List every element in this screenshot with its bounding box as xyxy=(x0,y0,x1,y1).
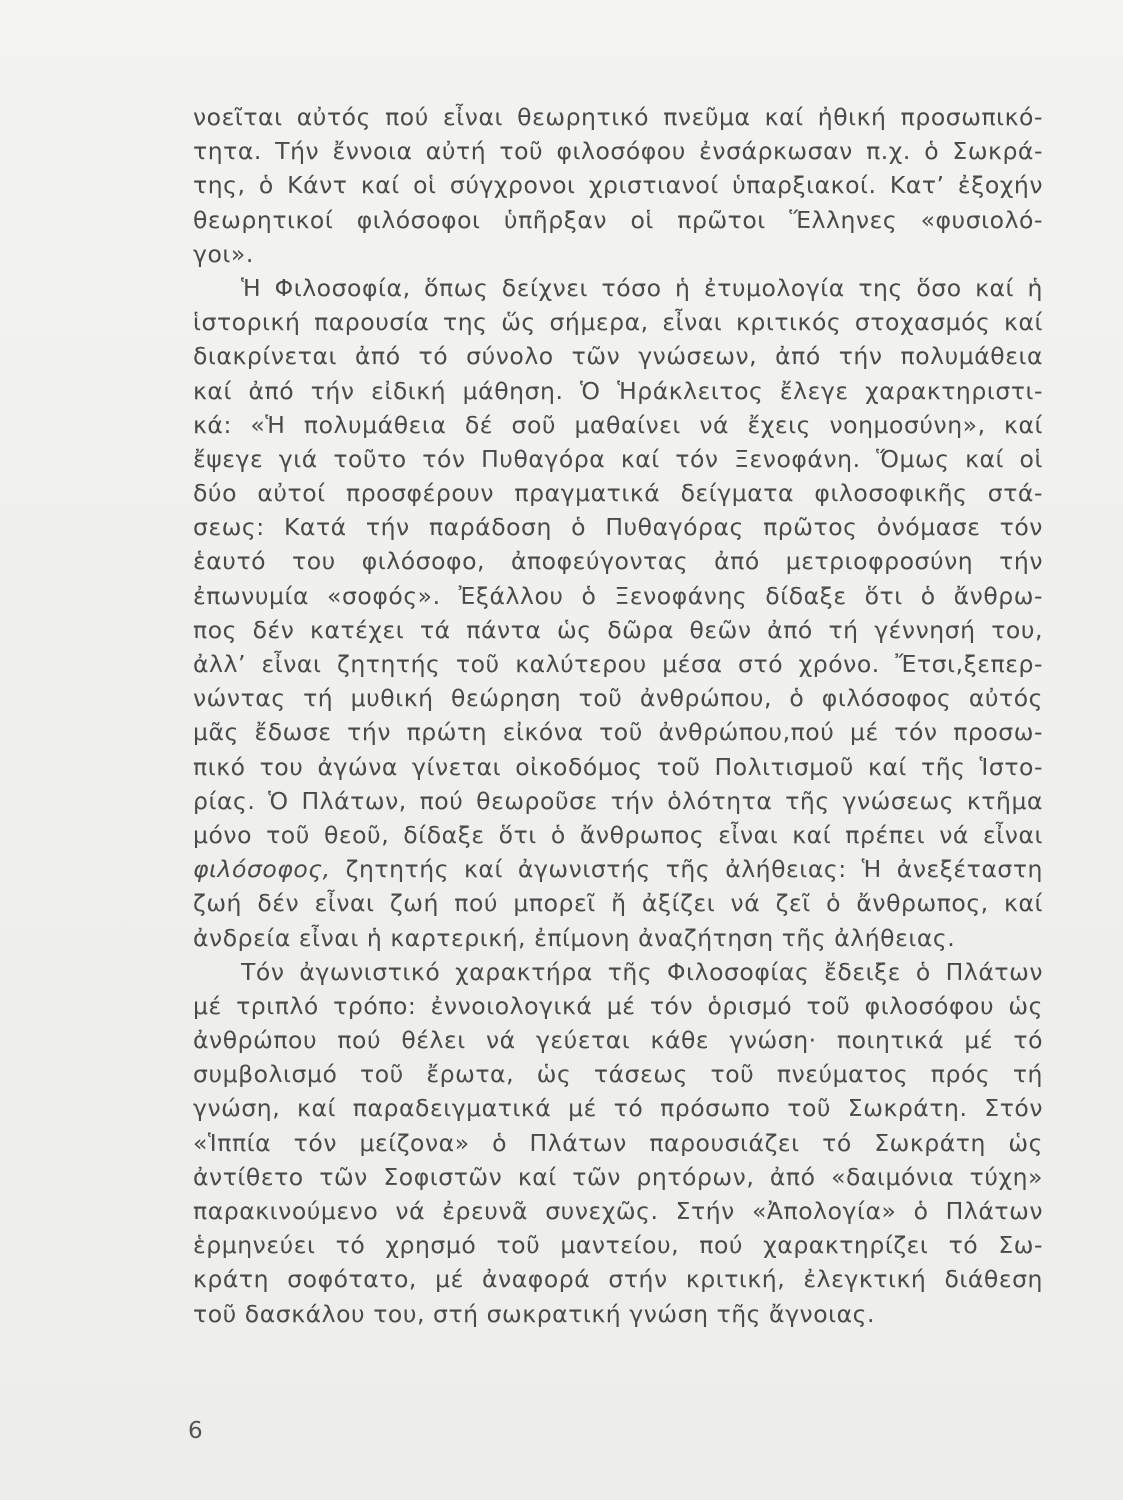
text-line: μόνο τοῦ θεοῦ, δίδαξε ὅτι ὁ ἄνθρωπος εἶναι καί πρέπει νά εἶναι xyxy=(193,820,1043,849)
text-line: τητα. Τήν ἔννοια αὐτή τοῦ φιλοσόφου ἐνσάρκωσαν π.χ. ὁ Σωκρά- xyxy=(193,137,1043,166)
text-line: Τόν ἀγωνιστικό χαρακτήρα τῆς Φιλοσοφίας ἔδειξε ὁ Πλάτων xyxy=(241,957,1043,986)
text-line: ἀνδρεία εἶναι ἡ καρτερική, ἐπίμονη ἀναζήτηση τῆς ἀλήθειας. xyxy=(193,923,956,952)
text-line: ἀνθρώπου πού θέλει νά γεύεται κάθε γνώση· ποιητικά μέ τό xyxy=(193,1026,1043,1055)
text-line: ἑαυτό του φιλόσοφο, ἀποφεύγοντας ἀπό μετριοφροσύνη τήν xyxy=(193,547,1043,576)
text-line: δύο αὐτοί προσφέρουν πραγματικά δείγματα φιλοσοφικῆς στά- xyxy=(193,479,1043,508)
text-line: μέ τριπλό τρόπο: ἐννοιολογικά μέ τόν ὁρισμό τοῦ φιλοσόφου ὡς xyxy=(193,991,1043,1020)
text-line: ἀντίθετο τῶν Σοφιστῶν καί τῶν ρητόρων, ἀπό «δαιμόνια τύχη» xyxy=(193,1162,1043,1191)
body-text xyxy=(193,100,1043,1331)
text-line: διακρίνεται ἀπό τό σύνολο τῶν γνώσεων, ἀπό τήν πολυμάθεια xyxy=(193,342,1043,371)
text-line: ἐπωνυμία «σοφός». Ἐξάλλου ὁ Ξενοφάνης δίδαξε ὅτι ὁ ἄνθρω- xyxy=(193,581,1043,610)
text-line: ζωή δέν εἶναι ζωή πού μπορεῖ ἤ ἀξίζει νά ζεῖ ὁ ἄνθρωπος, καί xyxy=(193,889,1043,918)
text-line: νώντας τή μυθική θεώρηση τοῦ ἀνθρώπου, ὁ φιλόσοφος αὐτός xyxy=(193,684,1043,713)
text-line-with-italic xyxy=(193,852,1043,886)
page-number: 6 xyxy=(188,1418,203,1444)
text-line: καί ἀπό τήν εἰδική μάθηση. Ὁ Ἡράκλειτος ἔλεγε χαρακτηριστι- xyxy=(193,376,1043,405)
text-line: ἑρμηνεύει τό χρησμό τοῦ μαντείου, πού χαρακτηρίζει τό Σω- xyxy=(193,1231,1043,1260)
text-line: πικό του ἀγώνα γίνεται οἰκοδόμος τοῦ Πολιτισμοῦ καί τῆς Ἱστο- xyxy=(193,752,1043,781)
text-line: ἱστορική παρουσία της ὥς σήμερα, εἶναι κριτικός στοχασμός καί xyxy=(193,308,1043,337)
text-line: κά: «Ἡ πολυμάθεια δέ σοῦ μαθαίνει νά ἔχεις νοημοσύνη», καί xyxy=(193,410,1043,439)
text-line: γοι». xyxy=(193,239,254,268)
text-line: γνώση, καί παραδειγματικά μέ τό πρόσωπο τοῦ Σωκράτη. Στόν xyxy=(193,1094,1043,1123)
italic-term: φιλόσοφος, xyxy=(193,855,331,884)
text-line: θεωρητικοί φιλόσοφοι ὑπῆρξαν οἱ πρῶτοι Ἕλληνες «φυσιολό- xyxy=(193,205,1043,234)
text-line: πος δέν κατέχει τά πάντα ὡς δῶρα θεῶν ἀπό τή γέννησή του, xyxy=(193,615,1043,644)
text-line: ρίας. Ὁ Πλάτων, πού θεωροῦσε τήν ὁλότητα τῆς γνώσεως κτῆμα xyxy=(193,786,1043,815)
text-line: «Ἱππία τόν μείζονα» ὁ Πλάτων παρουσιάζει τό Σωκράτη ὡς xyxy=(193,1128,1043,1157)
text-line: της, ὁ Κάντ καί οἱ σύγχρονοι χριστιανοί ὑπαρξιακοί. Κατ’ ἐξοχήν xyxy=(193,171,1043,200)
text-line: ἔψεγε γιά τοῦτο τόν Πυθαγόρα καί τόν Ξενοφάνη. Ὅμως καί οἱ xyxy=(193,444,1043,473)
text-line: συμβολισμό τοῦ ἔρωτα, ὡς τάσεως τοῦ πνεύματος πρός τή xyxy=(193,1060,1043,1089)
text-line: ἀλλ’ εἶναι ζητητής τοῦ καλύτερου μέσα στό χρόνο. Ἔτσι,ξεπερ- xyxy=(193,650,1043,678)
text-line: Ἡ Φιλοσοφία, ὅπως δείχνει τόσο ἡ ἐτυμολογία της ὅσο καί ἡ xyxy=(241,273,1043,302)
text-line: τοῦ δασκάλου του, στή σωκρατική γνώση τῆς ἄγνοιας. xyxy=(193,1299,876,1328)
text-line: νοεῖται αὐτός πού εἶναι θεωρητικό πνεῦμα καί ἠθική προσωπικό- xyxy=(193,103,1043,131)
text-line: παρακινούμενο νά ἐρευνᾶ συνεχῶς. Στήν «Ἀπολογία» ὁ Πλάτων xyxy=(193,1197,1043,1225)
text-line: μᾶς ἔδωσε τήν πρώτη εἰκόνα τοῦ ἀνθρώπου,πού μέ τόν προσω- xyxy=(193,718,1043,747)
text-line: κράτη σοφότατο, μέ ἀναφορά στήν κριτική, ἐλεγκτική διάθεση xyxy=(193,1265,1043,1294)
text-line: σεως: Κατά τήν παράδοση ὁ Πυθαγόρας πρῶτος ὀνόμασε τόν xyxy=(193,513,1043,542)
text-line-rest: ζητητής καί ἀγωνιστής τῆς ἀλήθειας: Ἡ ἀνεξέταστη xyxy=(345,855,1043,884)
